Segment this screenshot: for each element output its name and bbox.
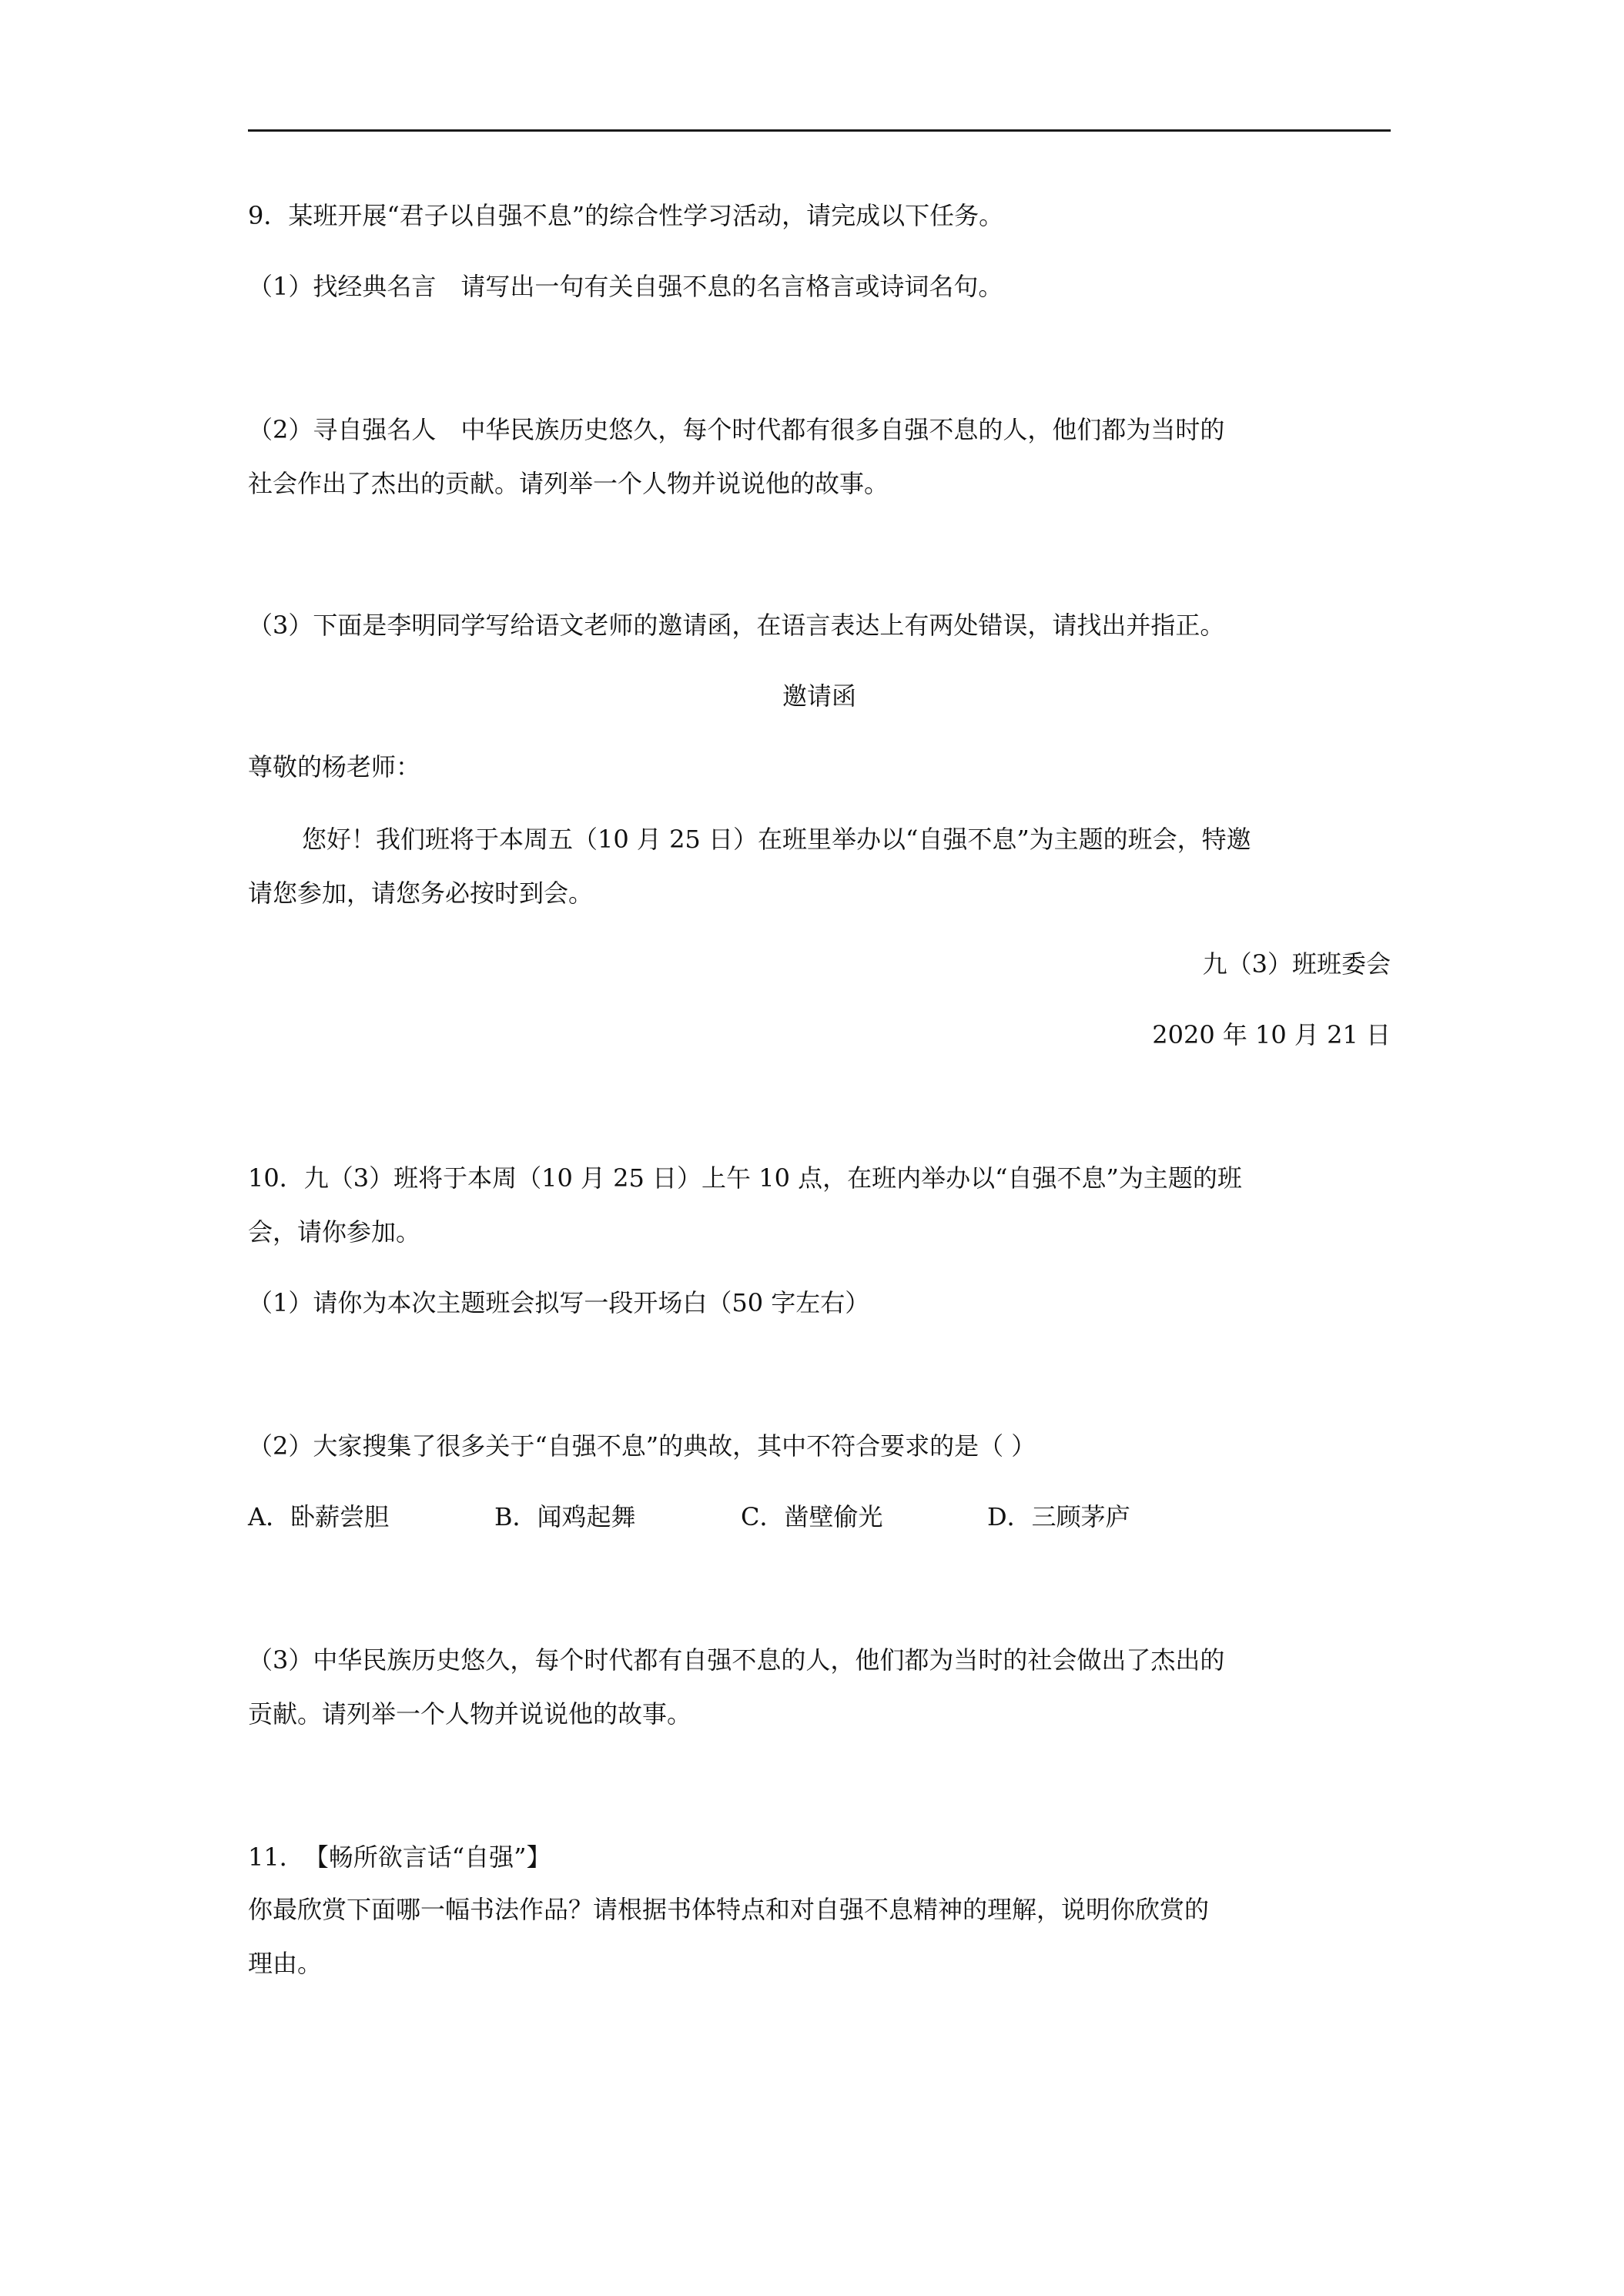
letter-body-line1: 您好！我们班将于本周五（10 月 25 日）在班里举办以“自强不息”为主题的班会，特邀 (302, 825, 1251, 854)
q10-sub3-line2: 贡献。请列举一个人物并说说他的故事。 (248, 1699, 692, 1729)
q10-stem-line1: 10．九（3）班将于本周（10 月 25 日）上午 10 点，在班内举办以“自强不息”为主题的班 (248, 1163, 1242, 1193)
q10-option-d: D．三顾茅庐 (987, 1502, 1130, 1531)
q9-sub2-line2: 社会作出了杰出的贡献。请列举一个人物并说说他的故事。 (248, 469, 889, 498)
q9-stem: 9．某班开展“君子以自强不息”的综合性学习活动，请完成以下任务。 (248, 201, 1004, 230)
q10-option-b: B．闻鸡起舞 (494, 1502, 636, 1531)
q9-sub3: （3）下面是李明同学写给语文老师的邀请函，在语言表达上有两处错误，请找出并指正。 (248, 611, 1225, 640)
q10-option-c: C．凿壁偷光 (741, 1502, 883, 1531)
q11-stem: 11． 【畅所欲言话“自强”】 (248, 1842, 551, 1872)
q10-sub2: （2）大家搜集了很多关于“自强不息”的典故，其中不符合要求的是（ ） (248, 1431, 1036, 1461)
q10-sub1: （1）请你为本次主题班会拟写一段开场白（50 字左右） (248, 1288, 870, 1317)
q10-sub3-line1: （3）中华民族历史悠久，每个时代都有自强不息的人，他们都为当时的社会做出了杰出的 (248, 1645, 1225, 1675)
q10-option-a: A．卧薪尝胆 (248, 1502, 390, 1531)
q11-body-line2: 理由。 (248, 1949, 323, 1978)
letter-body-line2: 请您参加，请您务必按时到会。 (248, 879, 594, 908)
q9-sub2-line1: （2）寻自强名人 中华民族历史悠久，每个时代都有很多自强不息的人，他们都为当时的 (248, 415, 1225, 444)
letter-title: 邀请函 (782, 681, 856, 711)
q11-body-line1: 你最欣赏下面哪一幅书法作品？请根据书体特点和对自强不息精神的理解，说明你欣赏的 (248, 1895, 1210, 1924)
q9-sub1: （1）找经典名言 请写出一句有关自强不息的名言格言或诗词名句。 (248, 272, 1003, 301)
header-rule (248, 129, 1391, 132)
q10-stem-line2: 会，请你参加。 (248, 1217, 421, 1247)
letter-salutation: 尊敬的杨老师： (248, 752, 421, 782)
letter-date: 2020 年 10 月 21 日 (1152, 1020, 1391, 1049)
letter-signature: 九（3）班班委会 (1202, 949, 1391, 979)
